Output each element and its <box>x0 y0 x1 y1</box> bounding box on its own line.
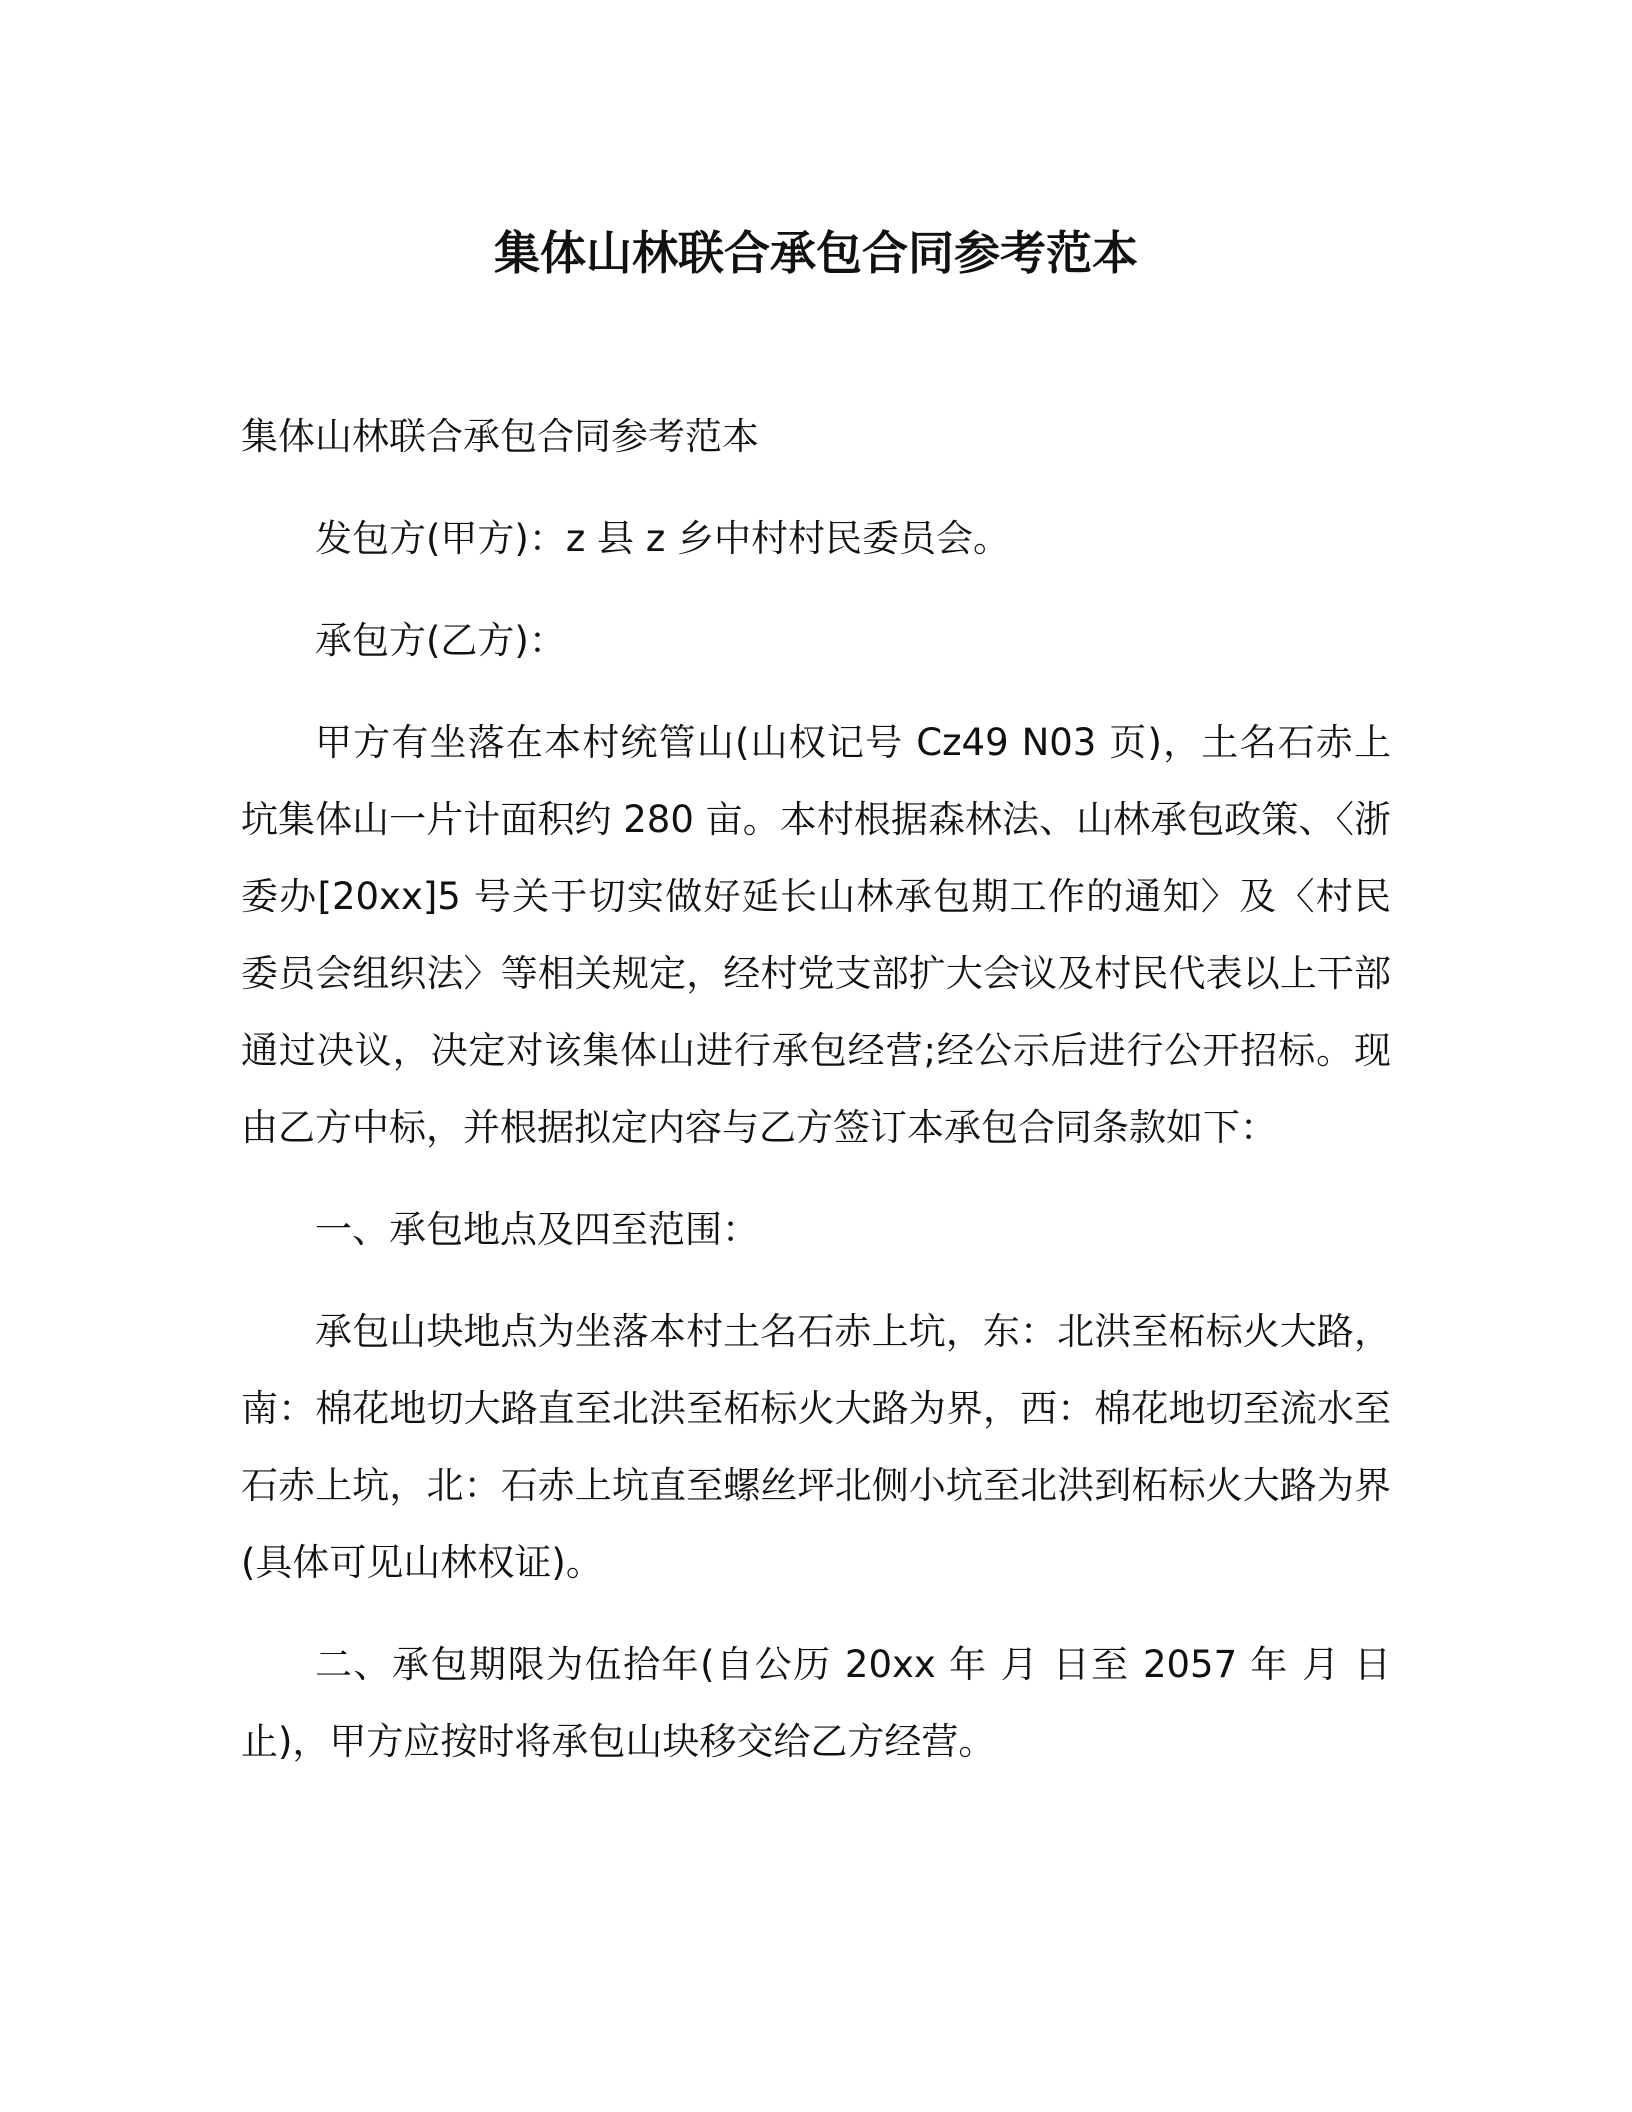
paragraph-party-b: 承包方(乙方)： <box>315 619 566 662</box>
document-body <box>241 398 1391 1805</box>
document-title: 集体山林联合承包合同参考范本 <box>494 226 1138 280</box>
paragraph-party-a: 发包方(甲方)：z 县 z 乡中村村民委员会。 <box>315 517 1010 560</box>
document-subtitle: 集体山林联合承包合同参考范本 <box>241 415 759 458</box>
paragraph-clause-2: 二、承包期限为伍拾年(自公历 20xx 年 月 日至 2057 年 月 日止)，甲方应按时将承包山块移交给乙方经营。 <box>241 1643 1391 1763</box>
paragraph-background: 甲方有坐落在本村统管山(山权记号 Cz49 N03 页)，土名石赤上坑集体山一片计面积约 280 亩。本村根据森林法、山林承包政策、〈浙委办[20xx]5 号关于切实做好延长山林承包期工作的通知〉及〈村民委员会组织法〉等相关规定，经村党支部扩大会议及村民代表以上干部通过决议，决定对该集体山进行承包经营;经公示后进行公开招标。现由乙方中标，并根据拟定内容与乙方签订本承包合同条款如下： <box>241 721 1391 1149</box>
paragraph-clause-1-body: 承包山块地点为坐落本村土名石赤上坑，东：北洪至柘标火大路，南：棉花地切大路直至北洪至柘标火大路为界，西：棉花地切至流水至石赤上坑，北：石赤上坑直至螺丝坪北侧小坑至北洪到柘标火大路为界(具体可见山林权证)。 <box>241 1310 1391 1584</box>
paragraph-clause-1-heading: 一、承包地点及四至范围： <box>315 1208 759 1251</box>
